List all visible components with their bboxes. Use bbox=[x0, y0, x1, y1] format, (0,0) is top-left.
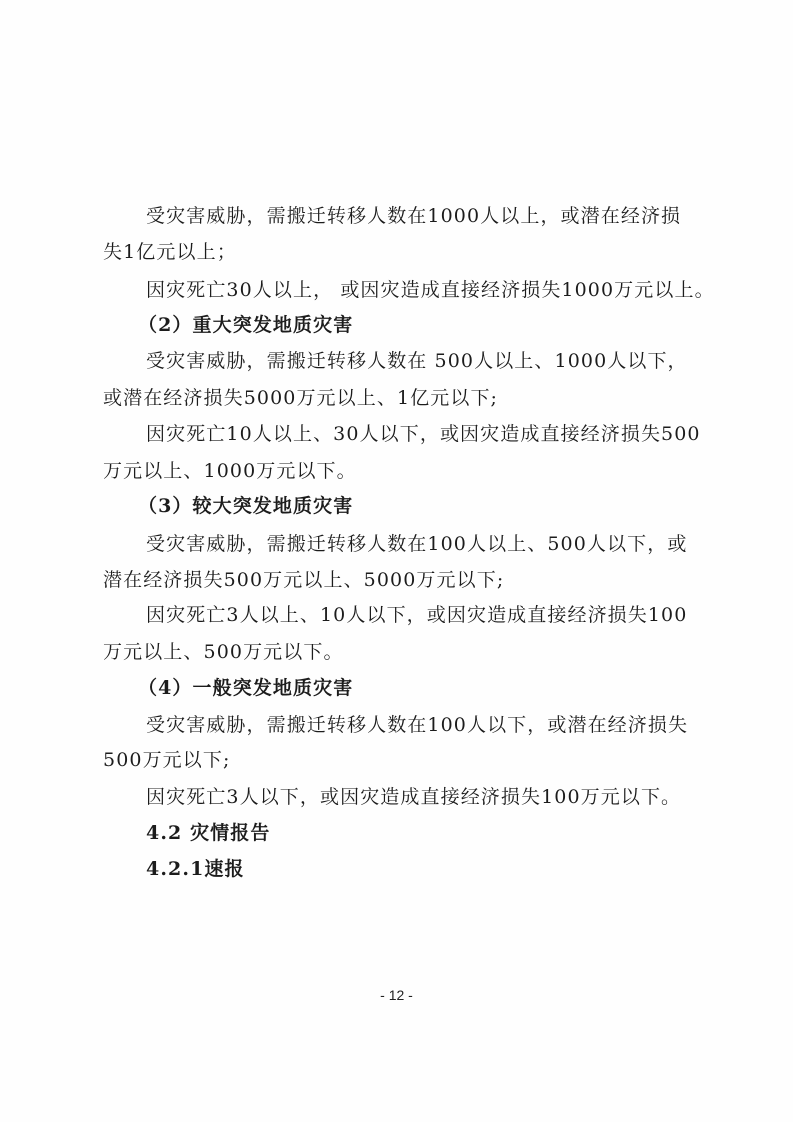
section-heading: 4.2 灾情报告 bbox=[146, 822, 271, 844]
body-line: 受灾害威胁，需搬迁转移人数在 500人以上、1000人以下， bbox=[146, 350, 688, 372]
body-line: 万元以上、500万元以下。 bbox=[103, 641, 344, 663]
body-line: 500万元以下; bbox=[103, 749, 231, 771]
body-line: 潜在经济损失500万元以上、5000万元以下; bbox=[103, 569, 505, 591]
body-line: 因灾死亡3人以上、10人以下，或因灾造成直接经济损失100 bbox=[146, 604, 688, 626]
section-heading: （2）重大突发地质灾害 bbox=[138, 314, 354, 336]
body-line: 因灾死亡30人以上， 或因灾造成直接经济损失1000万元以上。 bbox=[146, 279, 715, 301]
body-line: 失1亿元以上； bbox=[103, 241, 237, 263]
body-line: 受灾害威胁，需搬迁转移人数在1000人以上，或潜在经济损 bbox=[146, 205, 682, 227]
body-line: 万元以上、1000万元以下。 bbox=[103, 460, 357, 482]
subsection-heading: 4.2.1速报 bbox=[146, 858, 245, 880]
section-heading: （3）较大突发地质灾害 bbox=[138, 495, 354, 517]
page-number: - 12 - bbox=[380, 987, 413, 1003]
body-line: 因灾死亡3人以下，或因灾造成直接经济损失100万元以下。 bbox=[146, 786, 682, 808]
body-line: 因灾死亡10人以上、30人以下，或因灾造成直接经济损失500 bbox=[146, 423, 701, 445]
body-line: 或潜在经济损失5000万元以上、1亿元以下; bbox=[103, 387, 499, 409]
body-line: 受灾害威胁，需搬迁转移人数在100人以下，或潜在经济损失 bbox=[146, 714, 689, 736]
section-heading: （4）一般突发地质灾害 bbox=[138, 677, 354, 699]
body-line: 受灾害威胁，需搬迁转移人数在100人以上、500人以下，或 bbox=[146, 533, 688, 555]
